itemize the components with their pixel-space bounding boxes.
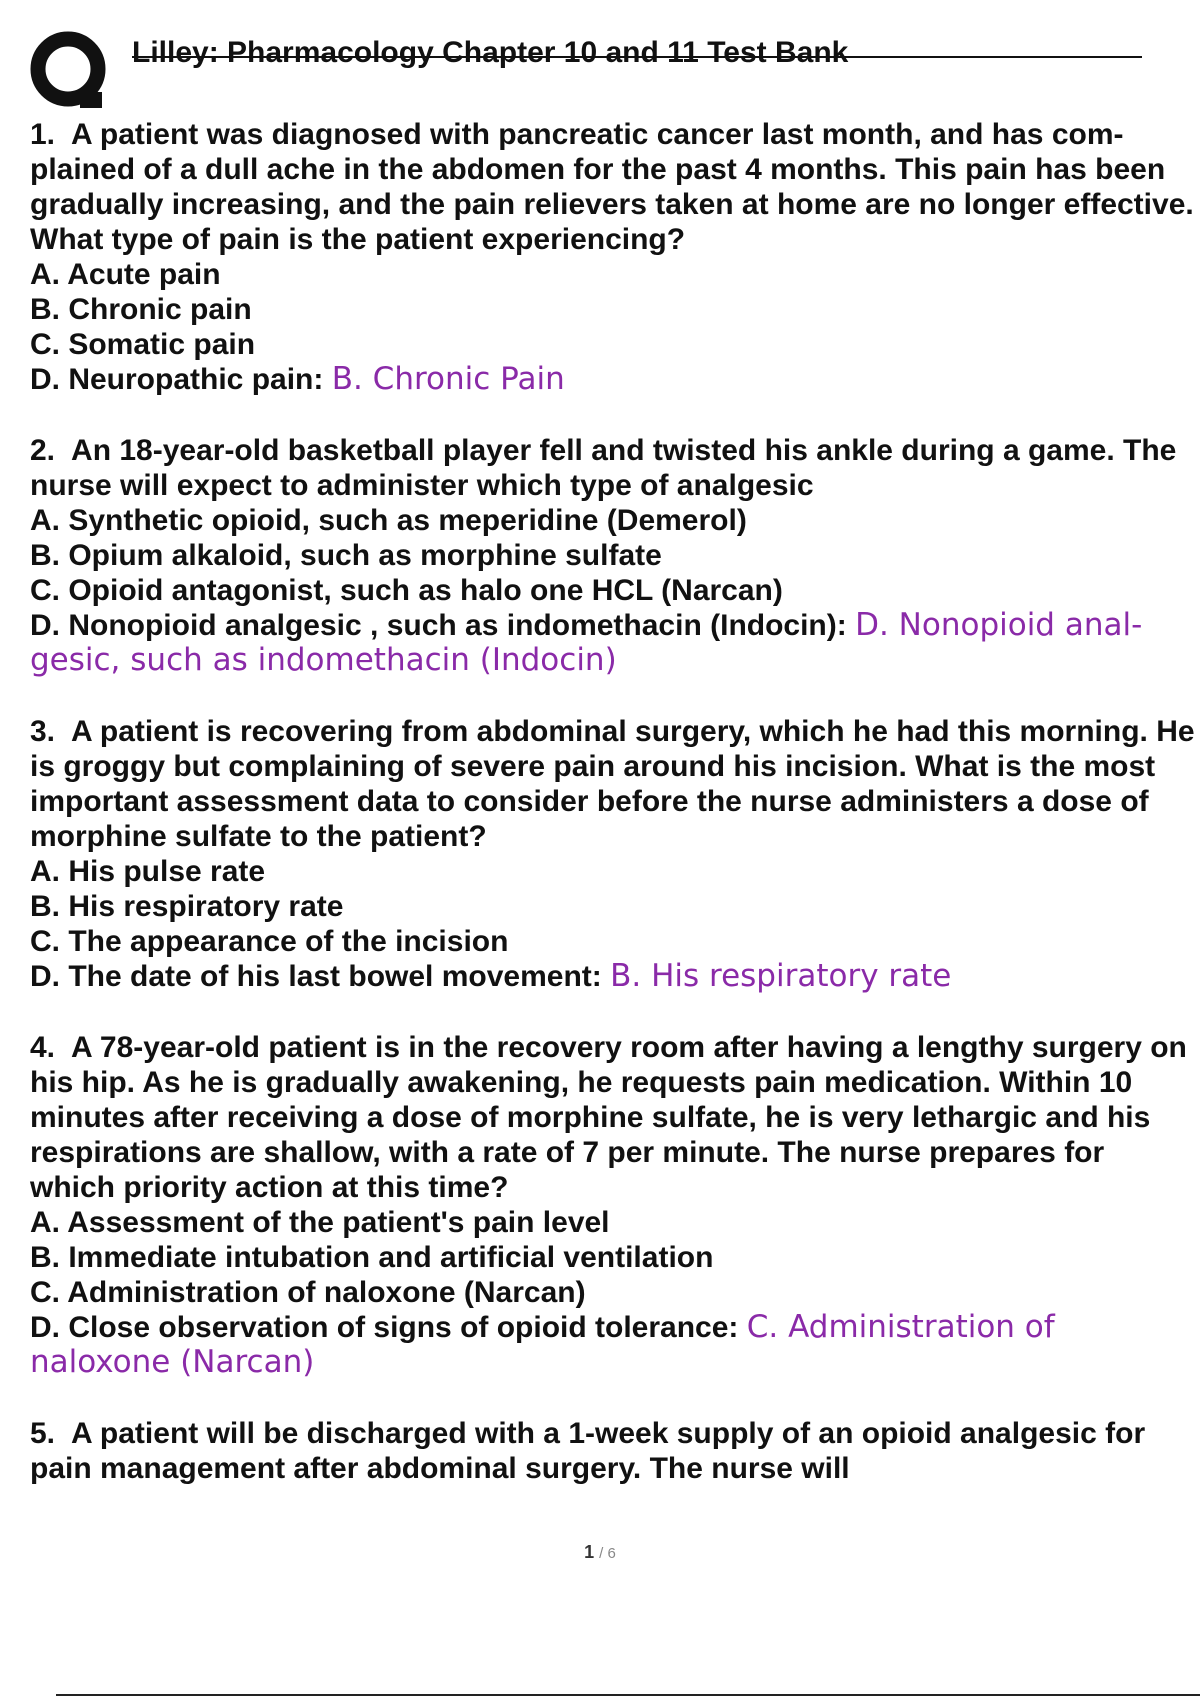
option-d: D. Close observation of signs of opioid tolerance: bbox=[30, 1311, 739, 1344]
option-d: D. Neuropathic pain: bbox=[30, 363, 324, 396]
option-d-with-answer bbox=[30, 1310, 1195, 1380]
question-1 bbox=[30, 117, 1195, 397]
option-c: C. The appearance of the incision bbox=[30, 925, 509, 958]
question-number: 2. bbox=[30, 434, 56, 467]
question-number: 3. bbox=[30, 715, 56, 748]
option-b: B. Chronic pain bbox=[30, 293, 252, 326]
option-b: B. His respiratory rate bbox=[30, 890, 344, 923]
question-2 bbox=[30, 433, 1195, 678]
page-total: / 6 bbox=[599, 1545, 616, 1562]
page-current: 1 bbox=[584, 1542, 595, 1562]
question-number: 4. bbox=[30, 1031, 56, 1064]
option-d-with-answer bbox=[30, 362, 1195, 397]
option-d-with-answer bbox=[30, 959, 1195, 994]
question-stem: An 18-year-old basketball player fell and twisted his ankle during a game. The nurse will expect to administer which type of analgesic bbox=[30, 434, 1177, 502]
option-c: C. Somatic pain bbox=[30, 328, 256, 361]
question-stem: A patient will be discharged with a 1-week supply of an opioid analgesic for pain management after abdominal surgery. The nurse will bbox=[30, 1417, 1146, 1485]
answer-text: D. Nonopioid anal- gesic, such as indomethacin (Indocin) bbox=[30, 607, 1143, 678]
option-a: A. Synthetic opioid, such as meperidine (Demerol) bbox=[30, 504, 747, 537]
option-d-with-answer bbox=[30, 608, 1195, 678]
question-5 bbox=[30, 1416, 1195, 1486]
page-indicator bbox=[0, 1542, 1200, 1563]
bottom-rule bbox=[56, 1694, 1200, 1696]
question-stem: A patient is recovering from abdominal surgery, which he had this morning. He is groggy but complaining of severe pain around his incision. What is the most important assessment data to consider before the nurse administers a dose of morphine sulfate to the patient? bbox=[30, 715, 1195, 853]
question-3 bbox=[30, 714, 1195, 994]
answer-text: C. Administration of naloxone (Narcan) bbox=[30, 1309, 1055, 1380]
logo-q-icon bbox=[30, 30, 110, 112]
option-c: C. Administration of naloxone (Narcan) bbox=[30, 1276, 586, 1309]
option-d: D. Nonopioid analgesic , such as indomethacin (Indocin): bbox=[30, 609, 847, 642]
answer-text: B. Chronic Pain bbox=[331, 361, 565, 397]
question-stem: A patient was diagnosed with pancreatic cancer last month, and has com- plained of a dull ache in the abdomen for the past 4 months. This pain has been gradually increasing, and the pain relievers taken at home are no longer effective. What type of pain is the patient experiencing? bbox=[30, 118, 1194, 256]
question-number: 1. bbox=[30, 118, 56, 151]
document-title: Lilley: Pharmacology Chapter 10 and 11 Test Bank bbox=[132, 36, 849, 69]
question-list bbox=[30, 117, 1195, 1522]
question-stem: A 78-year-old patient is in the recovery room after having a lengthy surgery on his hip. As he is gradually awakening, he requests pain medication. Within 10 minutes after receiving a dose of morphine sulfate, he is very lethargic and his respirations are shallow, with a rate of 7 per minute. The nurse prepares for which priority action at this time? bbox=[30, 1031, 1187, 1204]
option-b: B. Opium alkaloid, such as morphine sulfate bbox=[30, 539, 662, 572]
question-4 bbox=[30, 1030, 1195, 1380]
option-b: B. Immediate intubation and artificial ventilation bbox=[30, 1241, 714, 1274]
option-d: D. The date of his last bowel movement: bbox=[30, 960, 602, 993]
answer-text: B. His respiratory rate bbox=[610, 958, 952, 994]
question-number: 5. bbox=[30, 1417, 56, 1450]
option-c: C. Opioid antagonist, such as halo one HCL (Narcan) bbox=[30, 574, 783, 607]
option-a: A. His pulse rate bbox=[30, 855, 266, 888]
option-a: A. Assessment of the patient's pain level bbox=[30, 1206, 610, 1239]
option-a: A. Acute pain bbox=[30, 258, 221, 291]
